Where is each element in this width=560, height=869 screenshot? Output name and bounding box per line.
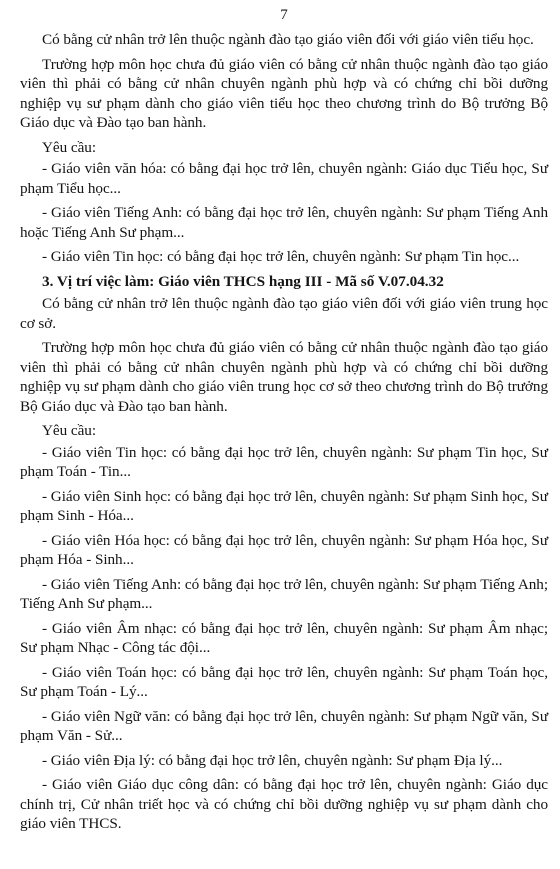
section-heading: 3. Vị trí việc làm: Giáo viên THCS hạng III - Mã số V.07.04.32 [42, 272, 444, 290]
page-number: 7 [280, 7, 288, 23]
requirement-item: - Giáo viên Tiếng Anh: có bằng đại học trở lên, chuyên ngành: Sư phạm Tiếng Anh hoặc Tiếng Anh Sư phạm... [20, 204, 548, 241]
requirement-item: - Giáo viên Âm nhạc: có bằng đại học trở lên, chuyên ngành: Sư phạm Âm nhạc; Sư phạm Nhạc - Công tác đội... [20, 619, 548, 656]
paragraph: Có bằng cử nhân trở lên thuộc ngành đào tạo giáo viên đối với giáo viên tiểu học. [42, 31, 534, 48]
requirement-item: - Giáo viên Tiếng Anh: có bằng đại học trở lên, chuyên ngành: Sư phạm Tiếng Anh; Tiếng Anh Sư phạm... [20, 575, 548, 612]
requirement-item: - Giáo viên Tin học: có bằng đại học trở lên, chuyên ngành: Sư phạm Tin học... [42, 248, 520, 265]
requirement-item: - Giáo viên Sinh học: có bằng đại học trở lên, chuyên ngành: Sư phạm Sinh học, Sư phạm Sinh - Hóa... [20, 487, 548, 524]
paragraph: Có bằng cử nhân trở lên thuộc ngành đào tạo giáo viên đối với giáo viên trung học cơ sở. [20, 295, 548, 332]
requirement-item: - Giáo viên Hóa học: có bằng đại học trở lên, chuyên ngành: Sư phạm Hóa học, Sư phạm Hóa - Sinh... [20, 531, 548, 568]
requirement-item: - Giáo viên Giáo dục công dân: có bằng đại học trở lên, chuyên ngành: Giáo dục chính trị, Cử nhân triết học và có chứng chỉ bồi dưỡng nghiệp vụ sư phạm dành cho giáo viên THCS. [20, 776, 548, 832]
requirements-label: Yêu cầu: [42, 422, 96, 439]
paragraph: Trường hợp môn học chưa đủ giáo viên có bằng cử nhân thuộc ngành đào tạo giáo viên thì phải có bằng cử nhân chuyên ngành phù hợp và có chứng chỉ bồi dưỡng nghiệp vụ sư phạm dành cho giáo viên trung học cơ sở theo chương trình do Bộ trưởng Bộ Giáo dục và Đào tạo ban hành. [20, 339, 548, 415]
requirement-item: - Giáo viên Tin học: có bằng đại học trở lên, chuyên ngành: Sư phạm Tin học, Sư phạm Toán - Tin... [20, 443, 548, 480]
requirement-item: - Giáo viên Địa lý: có bằng đại học trở lên, chuyên ngành: Sư phạm Địa lý... [42, 751, 503, 769]
paragraph: Trường hợp môn học chưa đủ giáo viên có bằng cử nhân thuộc ngành đào tạo giáo viên thì phải có bằng cử nhân chuyên ngành phù hợp và có chứng chỉ bồi dưỡng nghiệp vụ sư phạm dành cho giáo viên tiểu học theo chương trình do Bộ trưởng Bộ Giáo dục và Đào tạo ban hành. [20, 55, 548, 131]
requirement-item: - Giáo viên văn hóa: có bằng đại học trở lên, chuyên ngành: Giáo dục Tiểu học, Sư phạm Tiểu học... [20, 160, 548, 197]
requirement-item: - Giáo viên Toán học: có bằng đại học trở lên, chuyên ngành: Sư phạm Toán học, Sư phạm Toán - Lý... [20, 663, 548, 700]
requirement-item: - Giáo viên Ngữ văn: có bằng đại học trở lên, chuyên ngành: Sư phạm Ngữ văn, Sư phạm Văn - Sử... [20, 707, 548, 744]
requirements-label: Yêu cầu: [42, 138, 96, 156]
